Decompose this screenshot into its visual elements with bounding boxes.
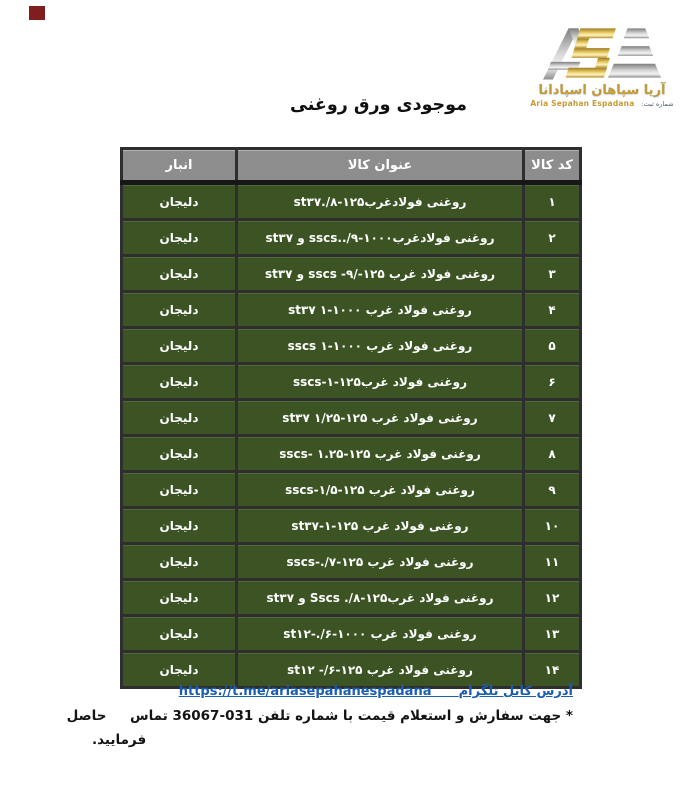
- cell-product-title: روغنی فولاد غرب ۱۲۵-۱.۲۵ -sscs: [237, 436, 524, 472]
- cell-product-title: روغنی فولاد غرب ۱۲۵-۷/.-sscs: [237, 544, 524, 580]
- cell-product-title: روغنی فولاد غرب۱۲۵-۸/. Sscs و st۳۷: [237, 580, 524, 616]
- table-row: [122, 400, 581, 436]
- cell-product-title: روغنی فولاد غرب ۱۲۵-۱-st۳۷: [237, 508, 524, 544]
- order-note-line2: فرمایید.: [92, 732, 147, 748]
- telegram-line: [179, 684, 573, 699]
- cell-product-code: ۱۲: [524, 580, 581, 616]
- cell-product-code: ۴: [524, 292, 581, 328]
- cell-warehouse: دلیجان: [122, 220, 237, 256]
- telegram-link[interactable]: https://t.me/ariasepahanespadana: [178, 684, 432, 699]
- company-name-fa: آریا سپاهان اسپادانا: [538, 83, 666, 98]
- table-row: [122, 183, 581, 220]
- table-row: [122, 256, 581, 292]
- cell-warehouse: دلیجان: [122, 328, 237, 364]
- asa-logo-icon: [543, 22, 661, 82]
- order-note-line1: * جهت سفارش و استعلام قیمت با شماره تلفن 031-36067 تماس حاصل: [66, 708, 573, 724]
- cell-product-code: ۱: [524, 183, 581, 220]
- cell-product-code: ۱۴: [524, 652, 581, 688]
- table-row: [122, 220, 581, 256]
- cell-warehouse: دلیجان: [122, 292, 237, 328]
- registration-number-label: شماره ثبت:: [641, 99, 674, 108]
- cell-product-title: روغنی فولاد غرب۱۲۵-۱-sscs: [237, 364, 524, 400]
- cell-product-code: ۱۰: [524, 508, 581, 544]
- cell-warehouse: دلیجان: [122, 183, 237, 220]
- header-product-title: عنوان کالا: [237, 149, 524, 183]
- telegram-address-label: آدرس کانل تلگرام: [458, 684, 573, 699]
- table-row: [122, 364, 581, 400]
- cell-product-title: روغنی فولاد غرب ۱۰۰۰-۱ st۳۷: [237, 292, 524, 328]
- table-header-row: [122, 149, 581, 183]
- cell-product-code: ۸: [524, 436, 581, 472]
- cell-warehouse: دلیجان: [122, 436, 237, 472]
- header-warehouse: انبار: [122, 149, 237, 183]
- cell-warehouse: دلیجان: [122, 652, 237, 688]
- cell-product-title: روغنی فولادغرب۱۲۵-۸/.st۳۷: [237, 183, 524, 220]
- cell-warehouse: دلیجان: [122, 472, 237, 508]
- cell-product-title: روغنی فولاد غرب ۱۲۵-/۹- sscs و st۳۷: [237, 256, 524, 292]
- table-row: [122, 616, 581, 652]
- cell-warehouse: دلیجان: [122, 580, 237, 616]
- cell-product-title: روغنی فولاد غرب ۱۲۵-۶/- st۱۲: [237, 652, 524, 688]
- cell-product-title: روغنی فولادغرب۱۰۰۰-۹/..sscs و st۳۷: [237, 220, 524, 256]
- cell-product-code: ۹: [524, 472, 581, 508]
- telegram-gap: [431, 684, 458, 699]
- cell-warehouse: دلیجان: [122, 508, 237, 544]
- page-title: موجودی ورق روغنی: [290, 95, 467, 115]
- cell-product-code: ۲: [524, 220, 581, 256]
- cell-warehouse: دلیجان: [122, 256, 237, 292]
- table-row: [122, 580, 581, 616]
- cell-warehouse: دلیجان: [122, 364, 237, 400]
- table-row: [122, 292, 581, 328]
- cell-product-code: ۶: [524, 364, 581, 400]
- cell-product-code: ۷: [524, 400, 581, 436]
- cell-product-title: روغنی فولاد غرب ۱۰۰۰-۶/.-st۱۲: [237, 616, 524, 652]
- table-row: [122, 508, 581, 544]
- cell-warehouse: دلیجان: [122, 544, 237, 580]
- cell-product-title: روغنی فولاد غرب ۱۲۵-۱/۵-sscs: [237, 472, 524, 508]
- corner-red-square: [29, 6, 45, 20]
- cell-warehouse: دلیجان: [122, 400, 237, 436]
- header-product-code: کد کالا: [524, 149, 581, 183]
- cell-product-code: ۱۳: [524, 616, 581, 652]
- table-row: [122, 472, 581, 508]
- inventory-table: [120, 147, 582, 689]
- table-body: [122, 183, 581, 688]
- cell-warehouse: دلیجان: [122, 616, 237, 652]
- table-row: [122, 544, 581, 580]
- cell-product-code: ۳: [524, 256, 581, 292]
- table-row: [122, 652, 581, 688]
- table-row: [122, 328, 581, 364]
- cell-product-title: روغنی فولاد غرب ۱۲۵-۱/۲۵ st۳۷: [237, 400, 524, 436]
- cell-product-title: روغنی فولاد غرب ۱۰۰۰-۱ sscs: [237, 328, 524, 364]
- company-name-en: Aria Sepahan Espadana: [530, 99, 635, 108]
- cell-product-code: ۱۱: [524, 544, 581, 580]
- order-note: [66, 708, 573, 748]
- table-row: [122, 436, 581, 472]
- cell-product-code: ۵: [524, 328, 581, 364]
